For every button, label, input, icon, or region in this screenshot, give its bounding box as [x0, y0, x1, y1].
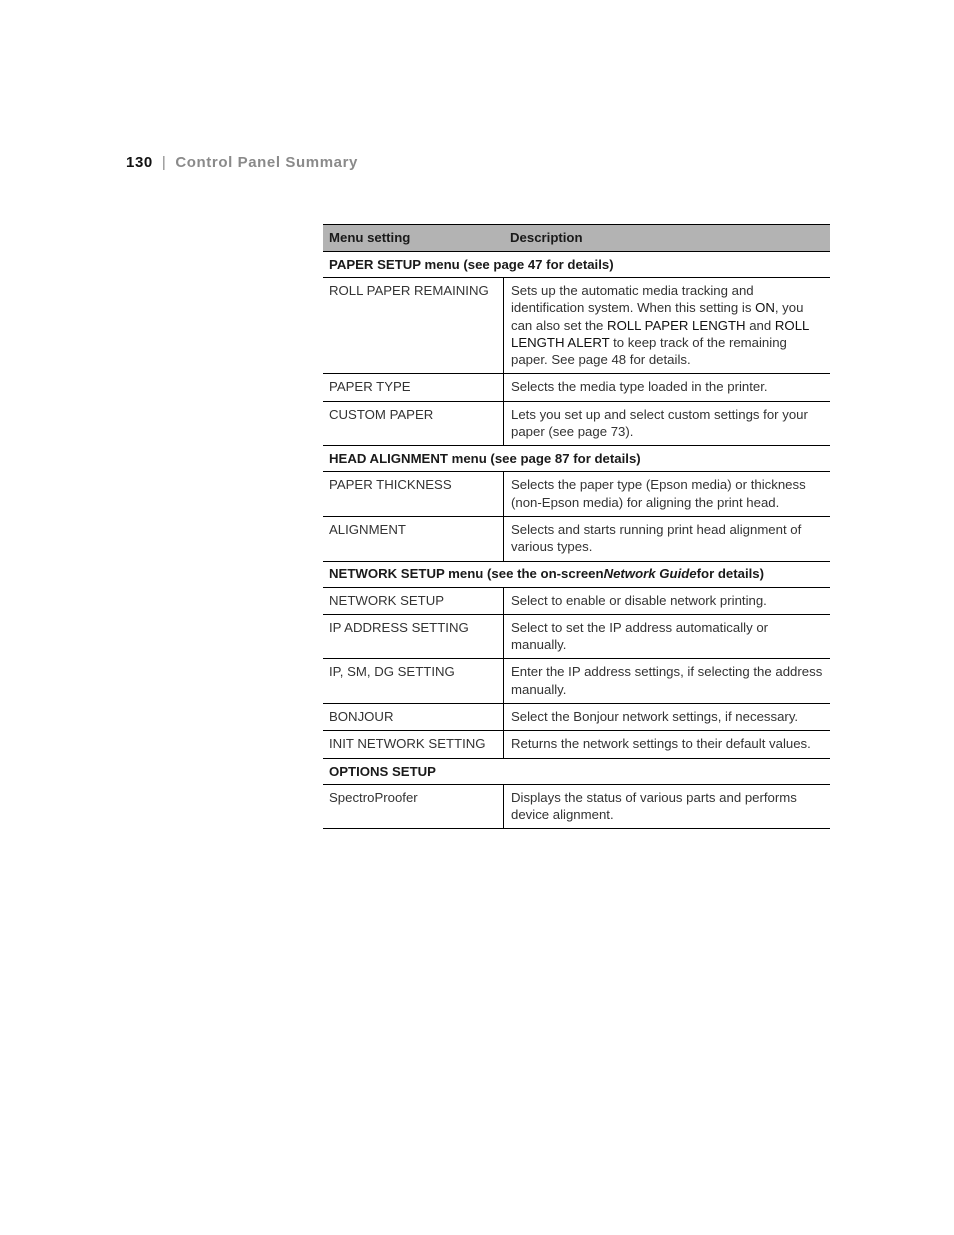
- setting-cell: SpectroProofer: [323, 785, 504, 829]
- setting-cell: ROLL PAPER REMAINING: [323, 278, 504, 373]
- description-cell: Selects the media type loaded in the printer.: [511, 379, 768, 395]
- setting-cell: IP ADDRESS SETTING: [323, 615, 504, 659]
- setting-cell: ALIGNMENT: [323, 517, 504, 561]
- description-cell: Lets you set up and select custom settings for your paper (see page 73).: [511, 406, 808, 440]
- section-head-alignment: HEAD ALIGNMENT menu (see page 87 for details): [323, 446, 830, 472]
- description-text: Sets up the automatic media tracking and identification system. When this setting is: [511, 283, 756, 316]
- menu-settings-table: [323, 224, 830, 829]
- section-title-text: NETWORK SETUP menu (see the on-screen: [329, 566, 604, 582]
- page-header: [126, 154, 358, 171]
- description-cell: Enter the IP address settings, if selecting the address manually.: [511, 664, 823, 697]
- section-paper-setup: PAPER SETUP menu (see page 47 for details): [323, 252, 830, 278]
- description-cell: Displays the status of various parts and performs device alignment.: [511, 789, 797, 822]
- table-row: [323, 472, 830, 517]
- section-title-text: for details): [696, 566, 765, 582]
- description-cell: Select to enable or disable network printing.: [511, 592, 767, 608]
- description-cell: Selects and starts running print head alignment of various types.: [511, 521, 802, 555]
- setting-cell: PAPER TYPE: [323, 374, 504, 400]
- description-cell: Selects the paper type (Epson media) or thickness (non-Epson media) for aligning the print head.: [511, 477, 806, 510]
- description-cell: Returns the network settings to their default values.: [511, 736, 811, 752]
- table-row: [323, 615, 830, 660]
- section-network-setup: [323, 562, 830, 588]
- table-row: [323, 659, 830, 704]
- menu-value-roll-length-alert: ROLL LENGTH ALERT: [511, 317, 809, 350]
- network-guide-title: Network Guide: [603, 566, 697, 582]
- menu-value-roll-paper-length: ROLL PAPER LENGTH: [607, 317, 746, 333]
- setting-cell: PAPER THICKNESS: [323, 472, 504, 516]
- page-number: 130: [126, 154, 153, 171]
- table-header-row: [323, 225, 830, 252]
- description-cell: Select to set the IP address automatically or manually.: [511, 619, 769, 653]
- setting-cell: IP, SM, DG SETTING: [323, 659, 504, 703]
- section-options-setup: OPTIONS SETUP: [323, 759, 830, 785]
- table-row: [323, 402, 830, 447]
- setting-cell: INIT NETWORK SETTING: [323, 731, 504, 757]
- table-row: [323, 731, 830, 758]
- table-row: [323, 278, 830, 374]
- description-text: , you can also set the: [511, 300, 804, 333]
- description-text: and: [745, 317, 775, 333]
- menu-value-on: ON: [755, 300, 775, 316]
- table-row: [323, 704, 830, 731]
- description-text: to keep track of the remaining paper. See page 48 for details.: [511, 334, 787, 368]
- header-separator: |: [161, 154, 167, 171]
- description-cell: [504, 278, 830, 373]
- setting-cell: BONJOUR: [323, 704, 504, 730]
- column-header-description: Description: [510, 230, 583, 246]
- description-cell: Select the Bonjour network settings, if necessary.: [511, 709, 799, 725]
- table-row: [323, 785, 830, 829]
- section-title: Control Panel Summary: [175, 154, 358, 171]
- table-row: [323, 374, 830, 401]
- column-header-menu-setting: Menu setting: [329, 230, 411, 246]
- setting-cell: NETWORK SETUP: [323, 588, 504, 614]
- table-row: [323, 588, 830, 615]
- table-row: [323, 517, 830, 562]
- setting-cell: CUSTOM PAPER: [323, 402, 504, 446]
